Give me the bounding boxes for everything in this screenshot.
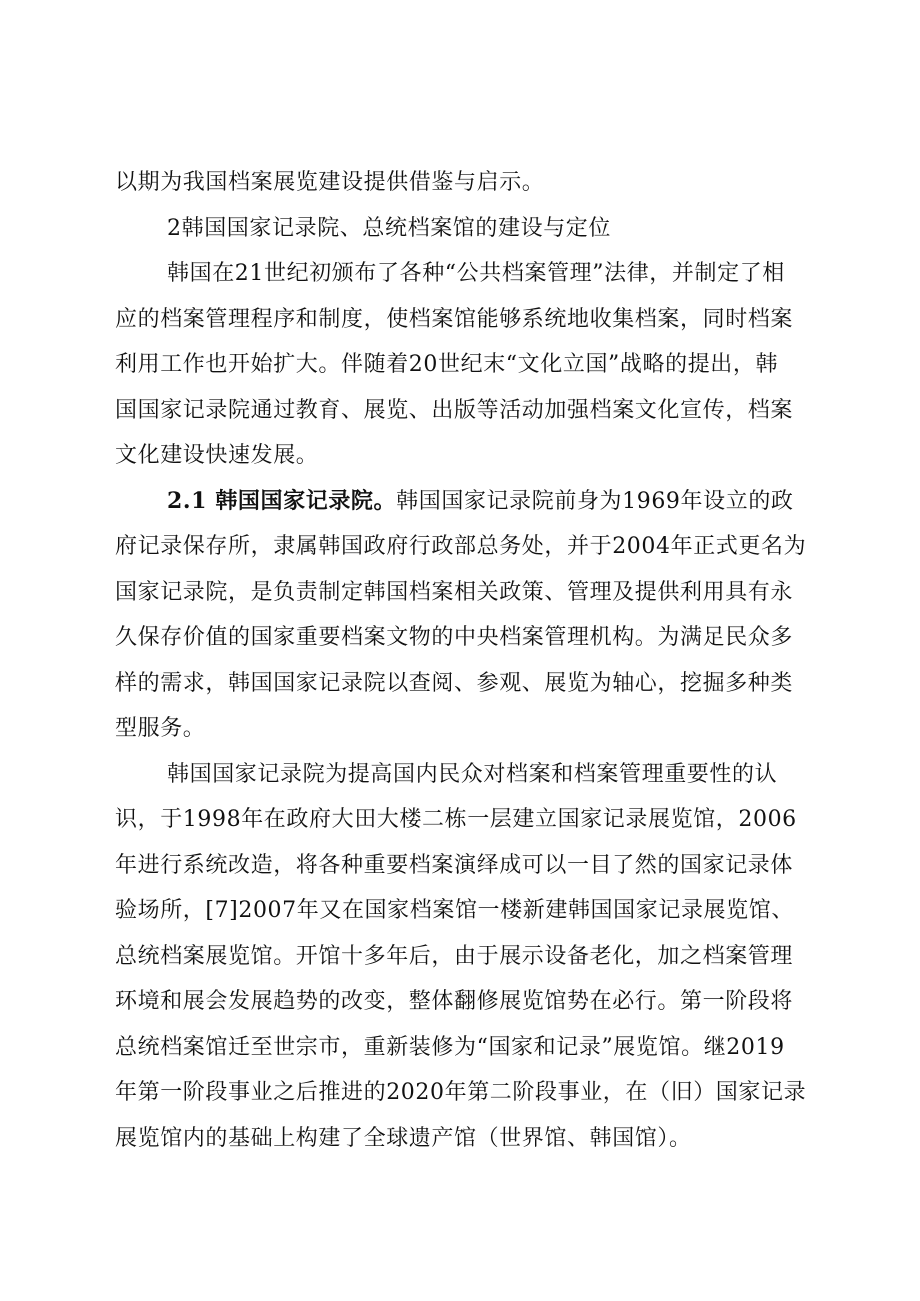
text-line [115, 1070, 810, 1116]
text-line [115, 342, 810, 388]
text-line [115, 979, 810, 1025]
line-text: 府记录保存所，隶属韩国政府行政部总务处，并于2004年正式更名为 [115, 534, 807, 559]
line-text: 展览馆内的基础上构建了全球遗产馆（世界馆、韩国馆）。 [115, 1125, 692, 1151]
text-line [115, 433, 810, 479]
text-line [115, 934, 810, 980]
text-line [115, 706, 810, 752]
text-line [115, 206, 810, 252]
text-line [115, 797, 810, 843]
line-text: 样的需求，韩国国家记录院以查阅、参观、展览为轴心，挖掘多种类 [115, 670, 794, 696]
line-text: 应的档案管理程序和制度，使档案馆能够系统地收集档案，同时档案 [115, 306, 794, 332]
line-text: 年第一阶段事业之后推进的2020年第二阶段事业，在（旧）国家记录 [115, 1080, 807, 1105]
line-text: 识，于1998年在政府大田大楼二栋一层建立国家记录展览馆，2006 [115, 807, 797, 832]
text-line [115, 843, 810, 889]
document-body [115, 160, 810, 1161]
section-heading: 2.1 韩国国家记录院。 [167, 487, 397, 514]
text-line [115, 479, 810, 525]
line-text: 以期为我国档案展览建设提供借鉴与启示。 [115, 170, 545, 195]
text-line [115, 251, 810, 297]
text-line [115, 615, 810, 661]
line-text: 韩国在21世纪初颁布了各种“公共档案管理”法律，并制定了相 [167, 261, 785, 286]
text-line [115, 524, 810, 570]
line-text: 环境和展会发展趋势的改变，整体翻修展览馆势在必行。第一阶段将 [115, 989, 794, 1014]
line-text: 年进行系统改造，将各种重要档案演绎成可以一目了然的国家记录体 [115, 852, 794, 878]
text-line [115, 160, 810, 206]
text-line [115, 661, 810, 707]
line-text: 2韩国国家记录院、总统档案馆的建设与定位 [167, 215, 611, 241]
line-text: 验场所，[7]2007年又在国家档案馆一楼新建韩国国家记录展览馆、 [115, 898, 794, 923]
text-line [115, 570, 810, 616]
text-line [115, 388, 810, 434]
text-line [115, 297, 810, 343]
line-text: 总统档案馆迁至世宗市，重新装修为“国家和记录”展览馆。继2019 [115, 1034, 785, 1060]
line-text: 总统档案展览馆。开馆十多年后，由于展示设备老化，加之档案管理 [115, 943, 794, 969]
line-text: 文化建设快速发展。 [115, 443, 319, 468]
text-line [115, 752, 810, 798]
text-line [115, 1116, 810, 1162]
line-text: 国家记录院，是负责制定韩国档案相关政策、管理及提供利用具有永 [115, 579, 794, 605]
line-text: 久保存价值的国家重要档案文物的中央档案管理机构。为满足民众多 [115, 625, 794, 650]
line-text: 国国家记录院通过教育、展览、出版等活动加强档案文化宣传，档案 [115, 397, 794, 423]
text-line [115, 1025, 810, 1071]
line-text: 型服务。 [115, 716, 206, 741]
line-text: 韩国国家记录院为提高国内民众对档案和档案管理重要性的认 [167, 761, 778, 787]
line-text: 韩国国家记录院前身为1969年设立的政 [396, 488, 794, 514]
text-line [115, 888, 810, 934]
line-text: 利用工作也开始扩大。伴随着20世纪末“文化立国”战略的提出，韩 [115, 352, 779, 377]
